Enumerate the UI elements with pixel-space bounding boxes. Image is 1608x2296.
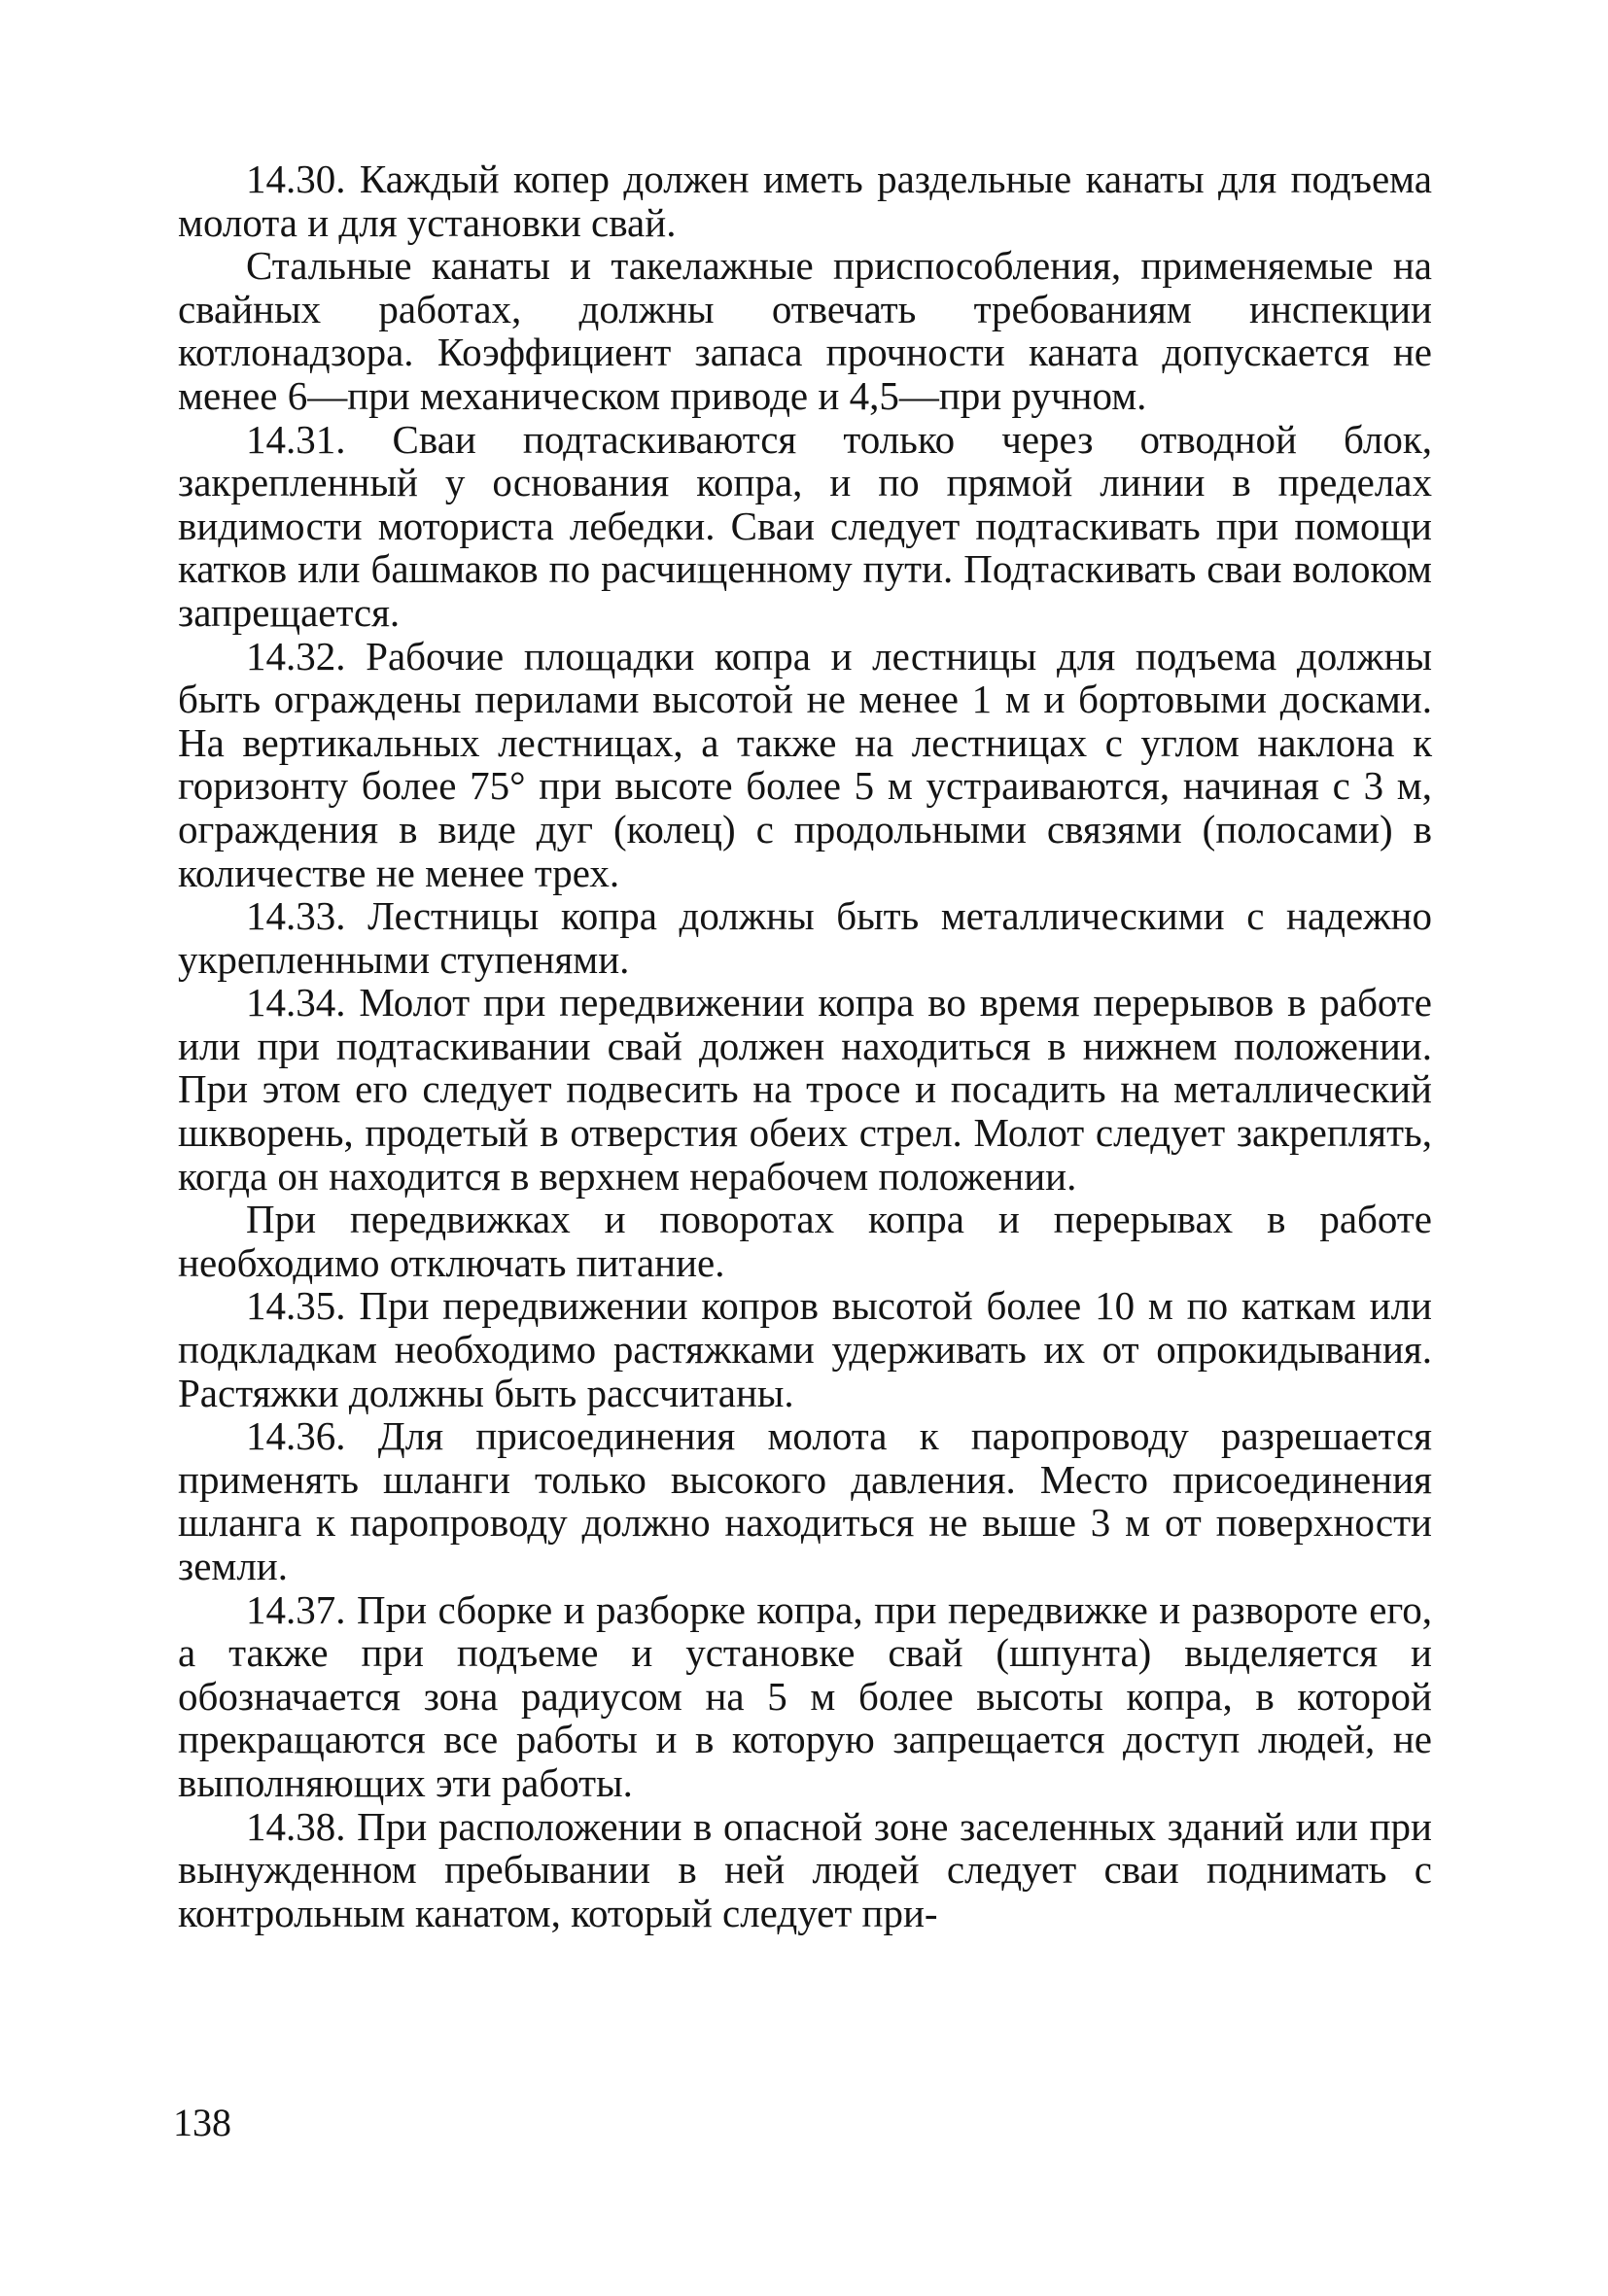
paragraph-14-31: 14.31. Сваи подтаскиваются только через отводной блок, закрепленный у основания копра, и по прямой линии в пределах видимости моториста лебедки. Сваи следует подтаскивать при помощи катков или башмаков по расчищенному пути. Подтаскивать сваи волоком запрещается.: [178, 416, 1432, 635]
paragraph-steel-ropes: Стальные канаты и такелажные приспособления, применяемые на свайных работах, должны отвечать требованиям инспекции котлонадзора. Коэффициент запаса прочности каната допускается не менее 6—при механическом приводе и 4,5—при ручном.: [178, 243, 1432, 418]
paragraph-14-38: 14.38. При расположении в опасной зоне заселенных зданий или при вынужденном пребывании в ней людей следует сваи поднимать с контрольным канатом, который следует при-: [178, 1803, 1432, 1935]
document-body: [178, 157, 1432, 1934]
paragraph-14-35: 14.35. При передвижении копров высотой более 10 м по каткам или подкладкам необходимо растяжками удерживать их от опрокидывания. Растяжки должны быть рассчитаны.: [178, 1283, 1432, 1415]
paragraph-14-30: 14.30. Каждый копер должен иметь раздельные канаты для подъема молота и для установки свай.: [178, 157, 1432, 245]
paragraph-14-33: 14.33. Лестницы копра должны быть металлическими с надежно укрепленными ступенями.: [178, 893, 1432, 982]
paragraph-14-32: 14.32. Рабочие площадки копра и лестницы для подъема должны быть ограждены перилами высотой не менее 1 м и бортовыми досками. На вертикальных лестницах, а также на лестницах с углом наклона к горизонту более 75° при высоте более 5 м устраиваются, начиная с 3 м, ограждения в виде дуг (колец) с продольными связями (полосами) в количестве не менее трех.: [178, 633, 1432, 895]
paragraph-14-34: 14.34. Молот при передвижении копра во время перерывов в работе или при подтаскивании свай должен находиться в нижнем положении. При этом его следует подвесить на тросе и посадить на металлический шкворень, продетый в отверстия обеих стрел. Молот следует закреплять, когда он находится в верхнем нерабочем положении.: [178, 980, 1432, 1199]
page-number: 138: [173, 2101, 231, 2144]
paragraph-14-36: 14.36. Для присоединения молота к паропроводу разрешается применять шланги только высокого давления. Место присоединения шланга к паропроводу должно находиться не выше 3 м от поверхности земли.: [178, 1413, 1432, 1588]
paragraph-14-37: 14.37. При сборке и разборке копра, при передвижке и развороте его, а также при подъеме и установке свай (шпунта) выделяется и обозначается зона радиусом на 5 м более высоты копра, в которой прекращаются все работы и в которую запрещается доступ людей, не выполняющих эти работы.: [178, 1586, 1432, 1805]
paragraph-power-off: При передвижках и поворотах копра и перерывах в работе необходимо отключать питание.: [178, 1197, 1432, 1285]
